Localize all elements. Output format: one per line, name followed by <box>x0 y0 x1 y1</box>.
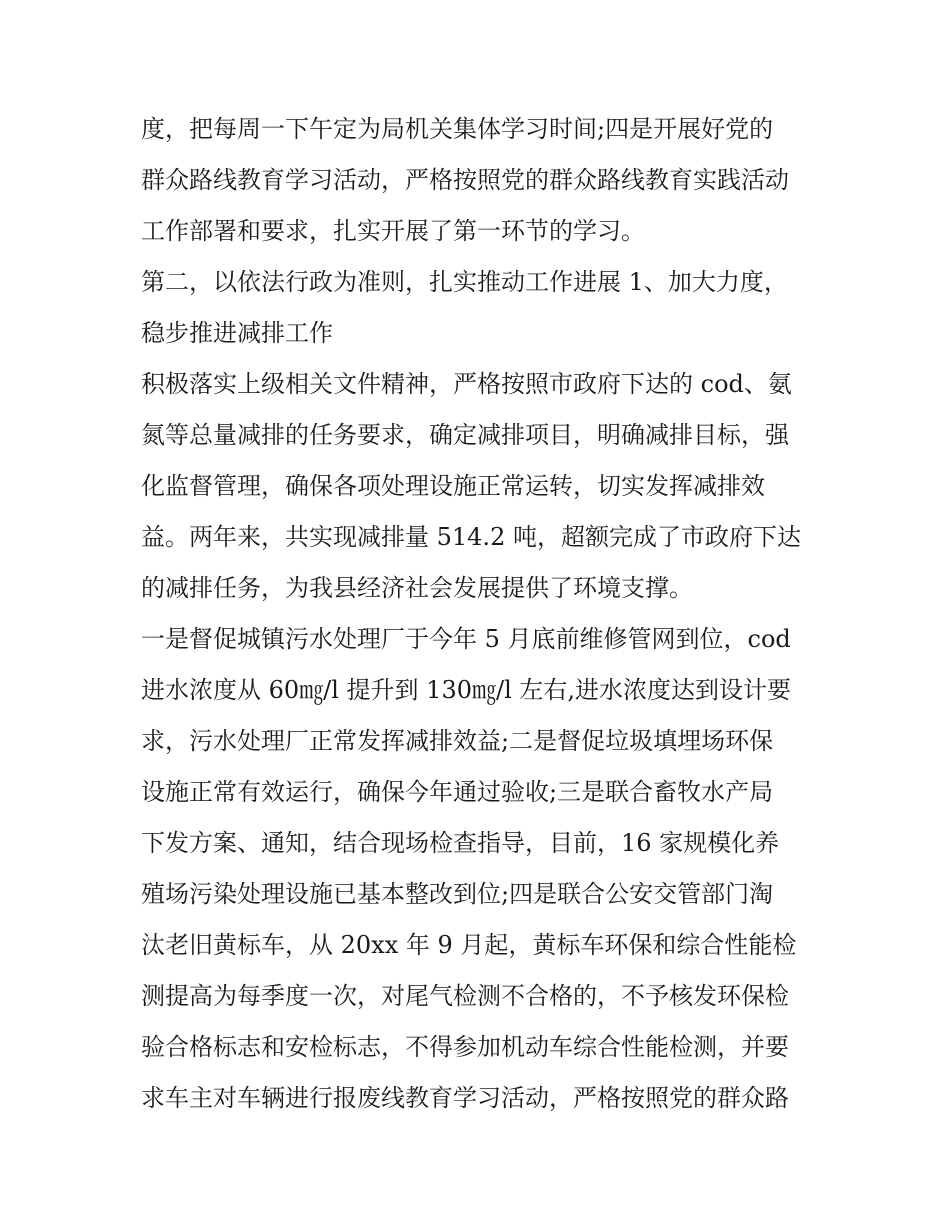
text-line: 的减排任务，为我县经济社会发展提供了环境支撑。 <box>141 574 693 602</box>
text-line: 氮等总量减排的任务要求，确定减排项目，明确减排目标，强 <box>141 421 789 449</box>
text-line: 殖场污染处理设施已基本整改到位;四是联合公安交管部门淘 <box>141 880 774 908</box>
text-line: 稳步推进减排工作 <box>141 319 333 347</box>
text-line: 积极落实上级相关文件精神，严格按照市政府下达的 cod、氨 <box>141 370 792 398</box>
text-line: 益。两年来，共实现减排量 514.2 吨，超额完成了市政府下达 <box>141 523 801 551</box>
text-line: 求，污水处理厂正常发挥减排效益;二是督促垃圾填埋场环保 <box>141 727 774 755</box>
text-line: 度，把每周一下午定为局机关集体学习时间;四是开展好党的 <box>141 115 774 143</box>
text-line: 工作部署和要求，扎实开展了第一环节的学习。 <box>141 217 645 245</box>
text-line: 设施正常有效运行，确保今年通过验收;三是联合畜牧水产局 <box>141 778 774 806</box>
text-line: 化监督管理，确保各项处理设施正常运转，切实发挥减排效 <box>141 472 765 500</box>
body-text <box>141 104 831 1124</box>
text-line: 第二，以依法行政为准则，扎实推动工作进展 1、加大力度， <box>141 268 788 296</box>
text-line: 测提高为每季度一次，对尾气检测不合格的，不予核发环保检 <box>141 982 789 1010</box>
text-line: 求车主对车辆进行报废线教育学习活动，严格按照党的群众路 <box>141 1084 789 1112</box>
text-line: 汰老旧黄标车，从 20xx 年 9 月起，黄标车环保和综合性能检 <box>141 931 797 959</box>
text-line: 群众路线教育学习活动，严格按照党的群众路线教育实践活动 <box>141 166 789 194</box>
text-line: 进水浓度从 60㎎/l 提升到 130㎎/l 左右,进水浓度达到设计要 <box>141 676 792 704</box>
text-line: 下发方案、通知，结合现场检查指导，目前，16 家规模化养 <box>141 829 780 857</box>
text-line: 验合格标志和安检标志，不得参加机动车综合性能检测，并要 <box>141 1033 789 1061</box>
text-line: 一是督促城镇污水处理厂于今年 5 月底前维修管网到位，cod <box>141 625 791 653</box>
